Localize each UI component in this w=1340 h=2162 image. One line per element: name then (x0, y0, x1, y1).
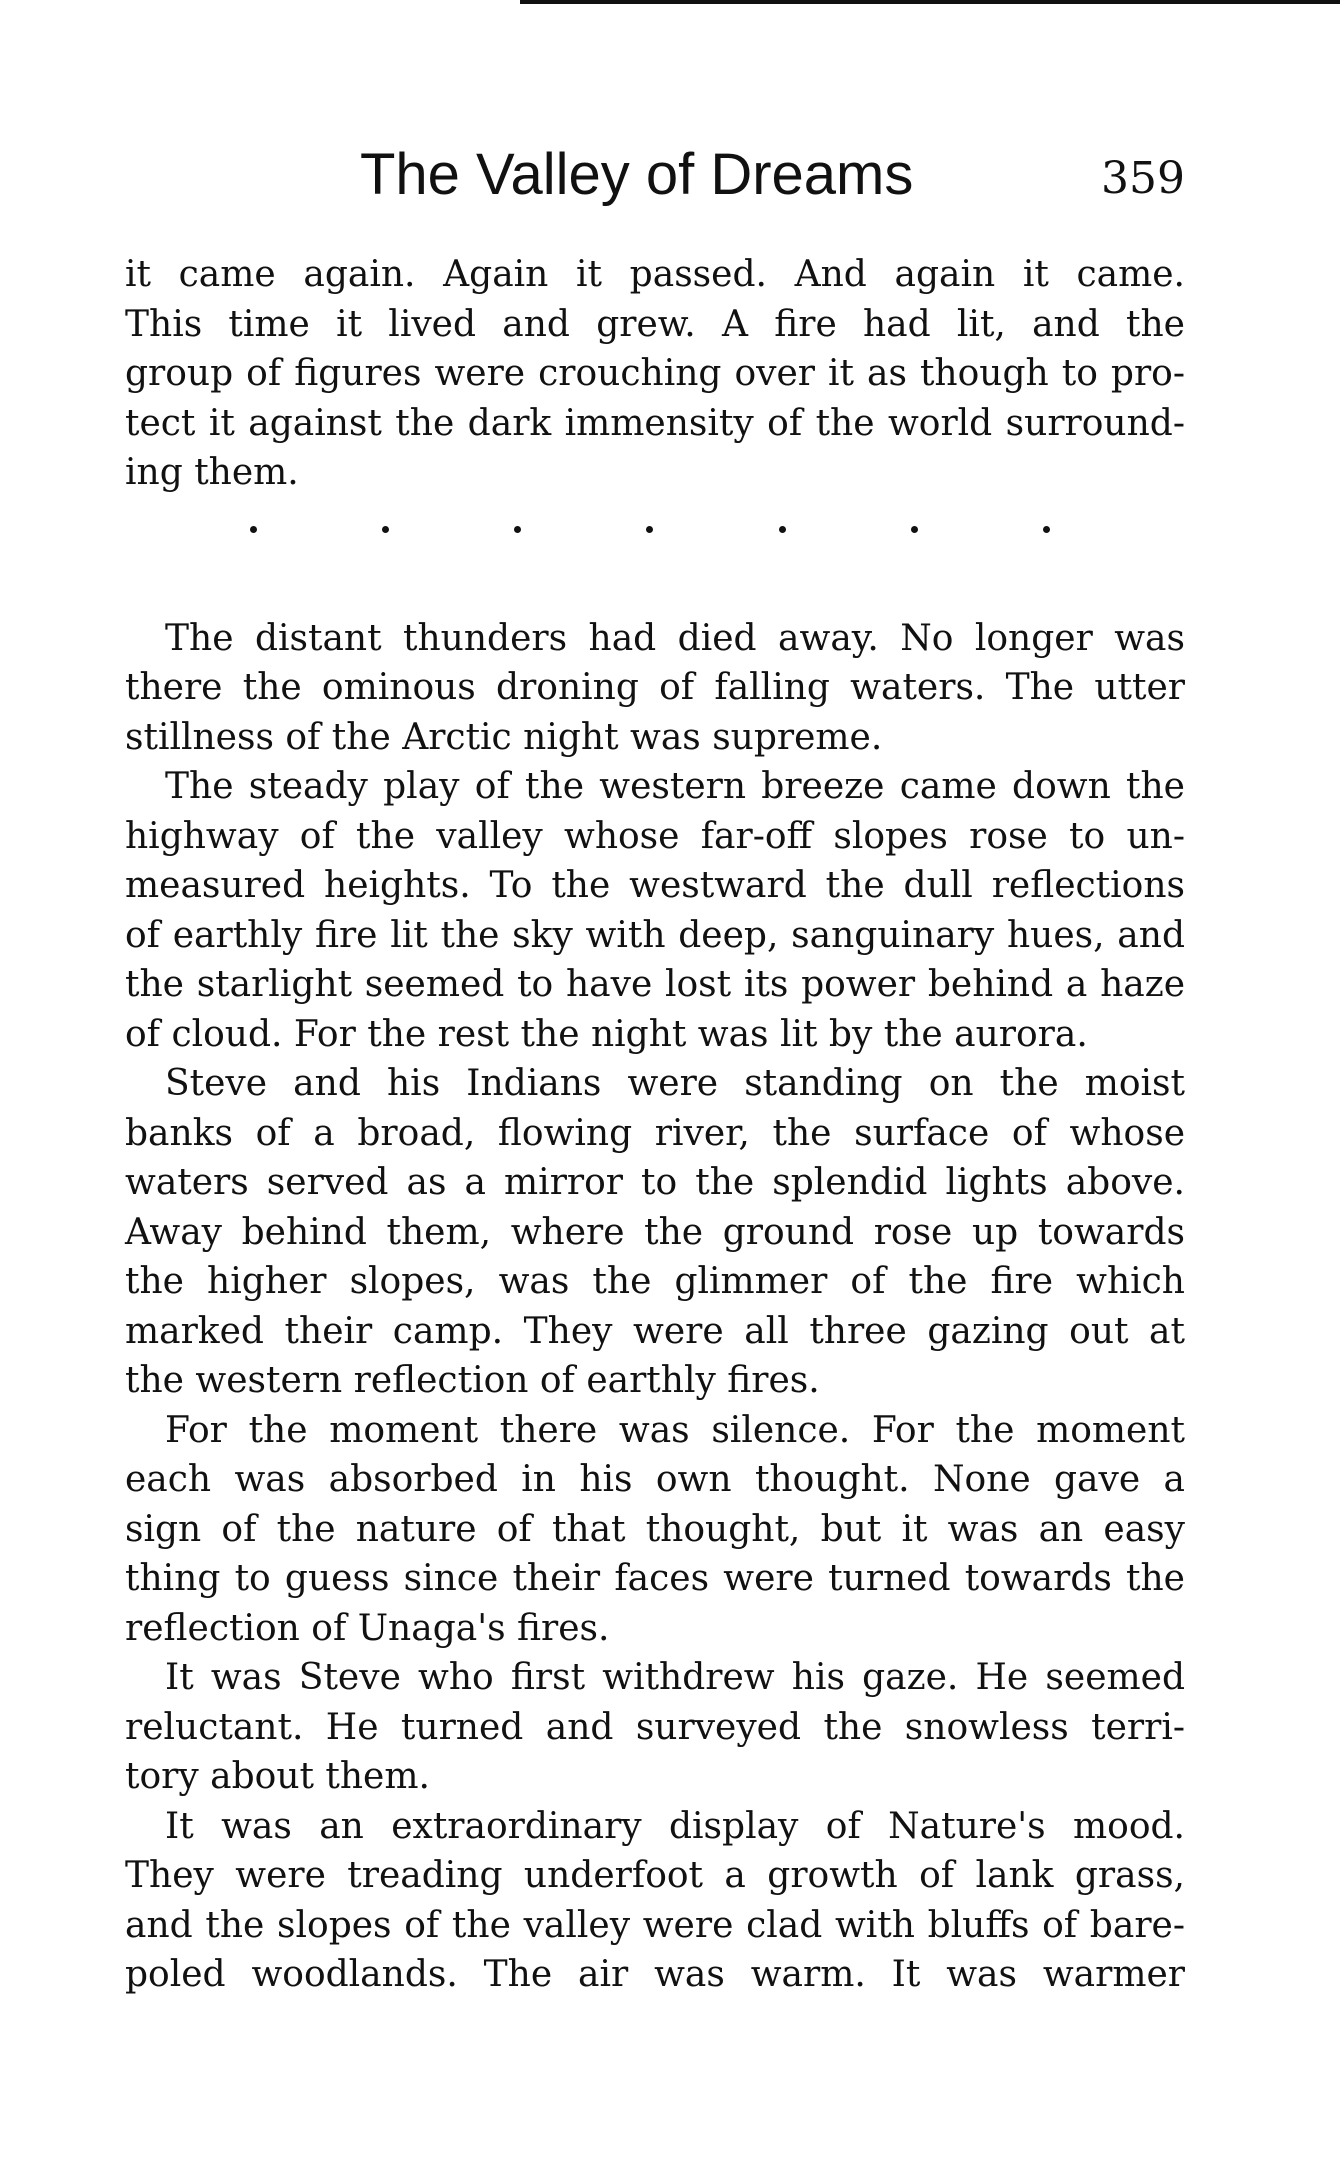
paragraph (125, 1653, 1185, 1802)
ornament-dot (1043, 526, 1050, 533)
continued-paragraph (125, 250, 1185, 498)
text-line: ing them. (125, 452, 299, 493)
text-line: They were treading underfoot a growth of lank grass, (125, 1855, 1185, 1896)
running-title: The Valley of Dreams (360, 142, 914, 207)
text-line: it came again. Again it passed. And again it came. (125, 254, 1185, 295)
text-line: and the slopes of the valley were clad with bluffs of bare- (125, 1904, 1185, 1946)
text-line: reluctant. He turned and surveyed the snowless terri- (125, 1706, 1185, 1748)
ornament-dot (250, 526, 257, 533)
text-line: of cloud. For the rest the night was lit by the aurora. (125, 1013, 1088, 1055)
text-line: tect it against the dark immensity of the world surround- (125, 402, 1185, 444)
text-line: group of figures were crouching over it as though to pro- (125, 353, 1185, 394)
text-line: each was absorbed in his own thought. None gave a (125, 1459, 1185, 1500)
text-line: Away behind them, where the ground rose up towards (125, 1211, 1185, 1253)
ornament-dot (514, 526, 521, 533)
text-line: banks of a broad, flowing river, the surface of whose (125, 1112, 1185, 1154)
text-line: It was an extraordinary display of Nature's mood. (165, 1805, 1185, 1847)
text-line: It was Steve who first withdrew his gaze. He seemed (165, 1657, 1185, 1698)
ornament-dot (382, 526, 389, 533)
paragraph (125, 614, 1185, 763)
text-line: poled woodlands. The air was warm. It was warmer (125, 1954, 1185, 1995)
text-line: For the moment there was silence. For the moment (165, 1409, 1185, 1451)
paragraph (125, 1406, 1185, 1654)
text-line: the western reflection of earthly fires. (125, 1360, 820, 1401)
text-line: measured heights. To the westward the dull reflections (125, 865, 1185, 906)
paragraph (125, 762, 1185, 1059)
page-header (125, 135, 1185, 215)
ornament-dot (911, 526, 918, 533)
text-line: there the ominous droning of falling waters. The utter (125, 667, 1185, 708)
page-body (125, 250, 1185, 2000)
text-line: waters served as a mirror to the splendid lights above. (125, 1162, 1185, 1203)
text-line: highway of the valley whose far-off slopes rose to un- (125, 815, 1185, 857)
text-line: thing to guess since their faces were turned towards the (125, 1558, 1185, 1599)
text-line: reflection of Unaga's fires. (125, 1607, 610, 1649)
text-line: tory about them. (125, 1756, 430, 1797)
paragraph (125, 1802, 1185, 2000)
paragraph (125, 1059, 1185, 1406)
text-line: marked their camp. They were all three gazing out at (125, 1310, 1185, 1352)
ornament-dot (646, 526, 653, 533)
text-line: the starlight seemed to have lost its power behind a haze (125, 964, 1185, 1005)
section-break-dots (250, 526, 1050, 614)
text-line: The steady play of the western breeze came down the (165, 766, 1185, 807)
ornament-dot (779, 526, 786, 533)
text-line: the higher slopes, was the glimmer of the fire which (125, 1261, 1185, 1302)
text-line: This time it lived and grew. A fire had lit, and the (125, 303, 1185, 345)
top-rule (520, 0, 1340, 4)
text-line: of earthly fire lit the sky with deep, sanguinary hues, and (125, 914, 1185, 956)
text-line: sign of the nature of that thought, but it was an easy (125, 1508, 1185, 1550)
page-number: 359 (1101, 153, 1185, 204)
text-line: stillness of the Arctic night was supreme. (125, 716, 883, 758)
text-line: The distant thunders had died away. No longer was (165, 617, 1185, 659)
text-line: Steve and his Indians were standing on the moist (165, 1063, 1185, 1104)
